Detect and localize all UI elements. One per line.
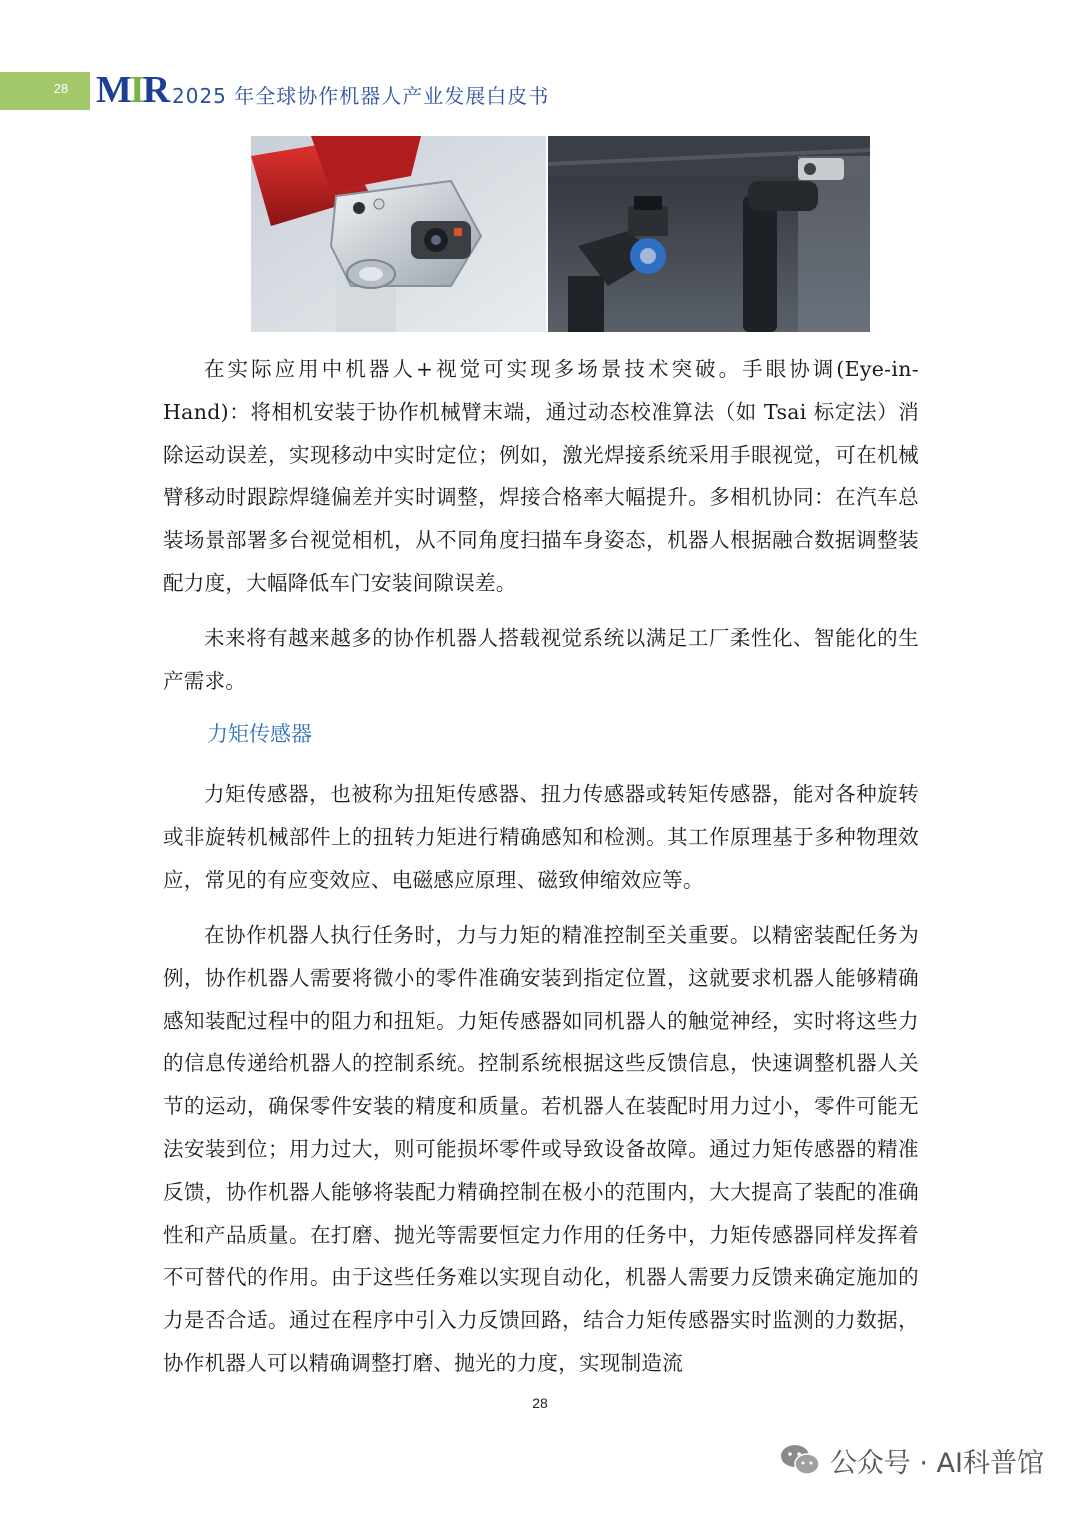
section-heading: 力矩传感器	[207, 722, 312, 746]
body-paragraph: 未来将有越来越多的协作机器人搭载视觉系统以满足工厂柔性化、智能化的生产需求。	[163, 626, 919, 693]
watermark-text: 公众号 · AI科普馆	[829, 1447, 1044, 1479]
robot-arm-camera-photo	[251, 136, 546, 332]
robot-arm-vision-setup-icon	[548, 136, 870, 332]
robot-arm-camera-icon	[251, 136, 546, 332]
body-paragraph: 力矩传感器，也被称为扭矩传感器、扭力传感器或转矩传感器，能对各种旋转或非旋转机械部件上的扭转力矩进行精确感知和检测。其工作原理基于多种物理效应，常见的有应变效应、电磁感应原理、磁致伸缩效应等。	[163, 782, 919, 892]
mir-logo: MIR	[96, 69, 169, 111]
robot-arm-vision-photo	[548, 136, 870, 332]
body-paragraph: 在实际应用中机器人+视觉可实现多场景技术突破。手眼协调(Eye-in-Hand)：将相机安装于协作机械臂末端，通过动态校准算法（如 Tsai 标定法）消除运动误差，实现移动中实时定位；例如，激光焊接系统采用手眼视觉，可在机械臂移动时跟踪焊缝偏差并实时调整，焊接合格率大幅提升。多相机协同：在汽车总装场景部署多台视觉相机，从不同角度扫描车身姿态，机器人根据融合数据调整装配力度，大幅降低车门安装间隙误差。	[163, 357, 919, 595]
watermark	[780, 1440, 1044, 1480]
body-paragraph: 在协作机器人执行任务时，力与力矩的精准控制至关重要。以精密装配任务为例，协作机器人需要将微小的零件准确安装到指定位置，这就要求机器人能够精确感知装配过程中的阻力和扭矩。力矩传感器如同机器人的触觉神经，实时将这些力的信息传递给机器人的控制系统。控制系统根据这些反馈信息，快速调整机器人关节的运动，确保零件安装的精度和质量。若机器人在装配时用力过小，零件可能无法安装到位；用力过大，则可能损坏零件或导致设备故障。通过力矩传感器的精准反馈，协作机器人能够将装配力精确控制在极小的范围内，大大提高了装配的准确性和产品质量。在打磨、抛光等需要恒定力作用的任务中，力矩传感器同样发挥着不可替代的作用。由于这些任务难以实现自动化，机器人需要力反馈来确定施加的力是否合适。通过在程序中引入力反馈回路，结合力矩传感器实时监测的力数据，协作机器人可以精确调整打磨、抛光的力度，实现制造流	[163, 923, 919, 1375]
wechat-icon	[780, 1443, 820, 1477]
footer-page-number: 28	[532, 1395, 548, 1411]
header-page-number: 28	[53, 81, 69, 96]
header-title: 2025 年全球协作机器人产业发展白皮书	[172, 84, 550, 108]
header-band	[0, 72, 90, 110]
